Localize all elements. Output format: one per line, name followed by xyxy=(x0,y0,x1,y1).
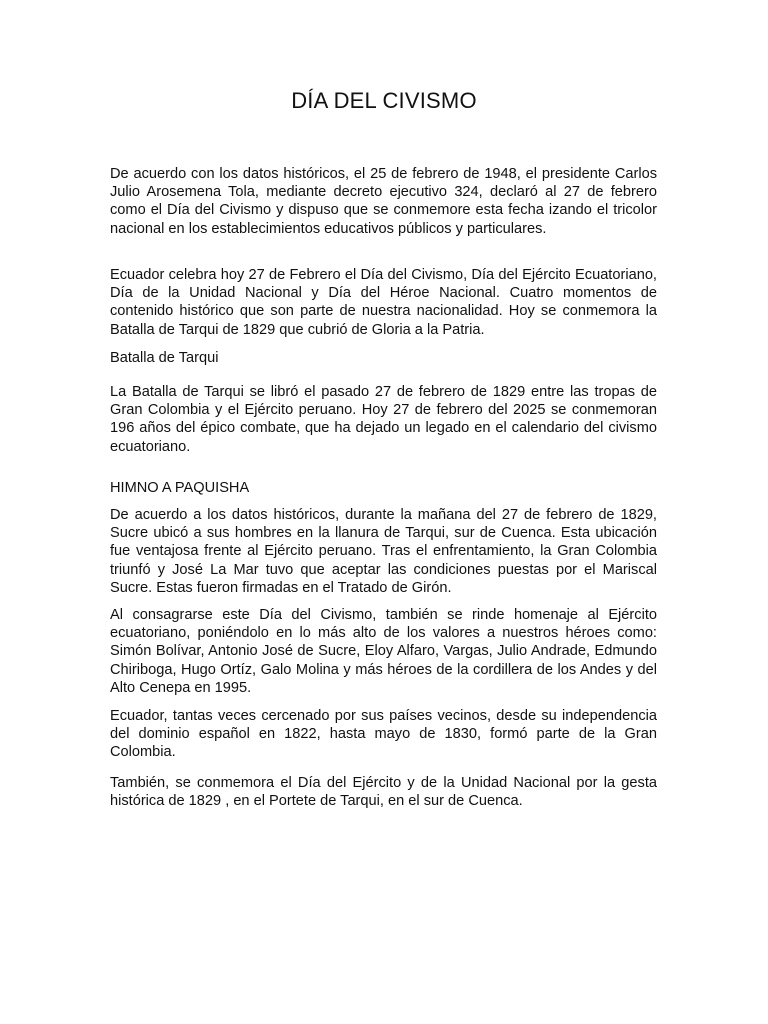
paragraph-homenaje: Al consagrarse este Día del Civismo, también se rinde homenaje al Ejército ecuatoriano, poniéndolo en lo más alto de los valores a nuestros héroes como: Simón Bolívar, Antonio José de Sucre, Eloy Alfaro, Vargas, Julio Andrade, Edmundo Chiriboga, Hugo Ortíz, Galo Molina y más héroes de la cordillera de los Andes y del Alto Cenepa en 1995. xyxy=(110,607,657,696)
paragraph-batalla: La Batalla de Tarqui se libró el pasado 27 de febrero de 1829 entre las tropas de Gran Colombia y el Ejército peruano. Hoy 27 de febrero del 2025 se conmemoran 196 años del épico combate, que ha dejado un legado en el calendario del civismo ecuatoriano. xyxy=(110,384,657,455)
paragraph-ejercito: También, se conmemora el Día del Ejército y de la Unidad Nacional por la gesta histórica de 1829 , en el Portete de Tarqui, en el sur de Cuenca. xyxy=(110,775,657,810)
paragraph-sucre: De acuerdo a los datos históricos, durante la mañana del 27 de febrero de 1829, Sucre ubicó a sus hombres en la llanura de Tarqui, sur de Cuenca. Esta ubicación fue ventajosa frente al Ejército peruano. Tras el enfrentamiento, la Gran Colombia triunfó y José La Mar tuvo que aceptar las condiciones puestas por el Mariscal Sucre. Estas fueron firmadas en el Tratado de Girón. xyxy=(110,507,657,596)
paragraph-gran-colombia: Ecuador, tantas veces cercenado por sus países vecinos, desde su independencia del dominio español en 1822, hasta mayo de 1830, formó parte de la Gran Colombia. xyxy=(110,708,657,761)
section-heading-batalla: Batalla de Tarqui xyxy=(110,350,219,366)
document-title: DÍA DEL CIVISMO xyxy=(291,88,477,113)
paragraph-decree: De acuerdo con los datos históricos, el 25 de febrero de 1948, el presidente Carlos Julio Arosemena Tola, mediante decreto ejecutivo 324, declaró al 27 de febrero como el Día del Civismo y dispuso que se conmemore esta fecha izando el tricolor nacional en los establecimientos educativos públicos y particulares. xyxy=(110,166,657,237)
paragraph-celebration: Ecuador celebra hoy 27 de Febrero el Día del Civismo, Día del Ejército Ecuatoriano, Día de la Unidad Nacional y Día del Héroe Nacional. Cuatro momentos de contenido histórico que son parte de nuestra nacionalidad. Hoy se conmemora la Batalla de Tarqui de 1829 que cubrió de Gloria a la Patria. xyxy=(110,267,657,338)
section-heading-himno: HIMNO A PAQUISHA xyxy=(110,480,250,496)
